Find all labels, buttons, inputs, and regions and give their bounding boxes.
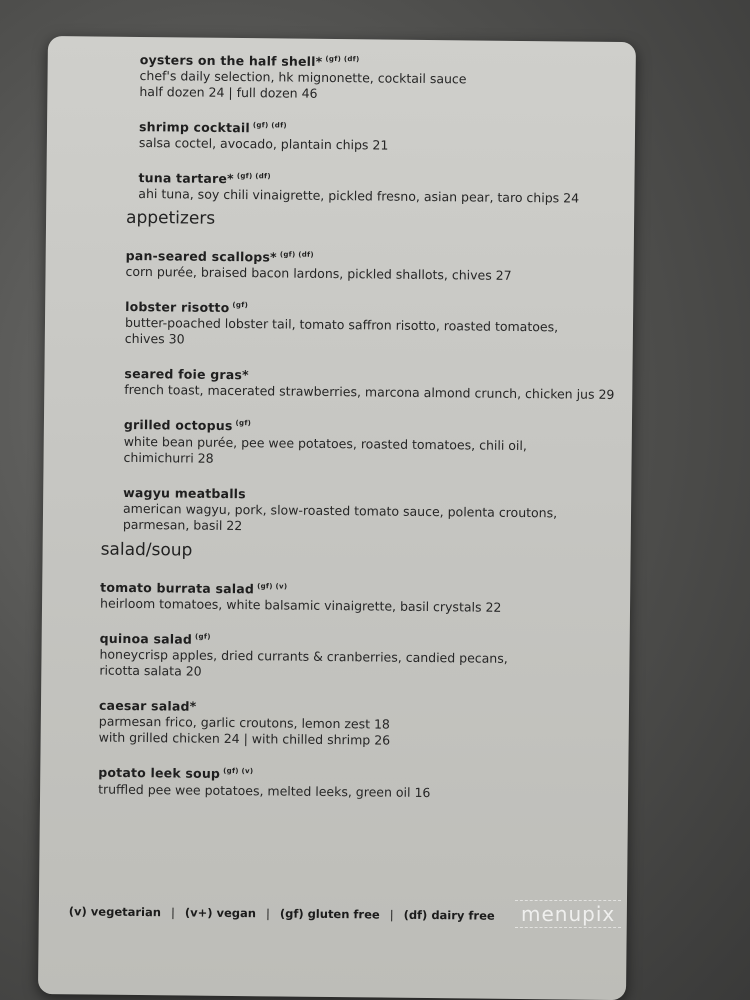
diet-legend — [69, 904, 495, 922]
item-description: white bean purée, pee wee potatoes, roasted tomatoes, chili oil, — [123, 433, 527, 453]
item-description: corn purée, braised bacon lardons, pickled shallots, chives 27 — [125, 263, 512, 284]
item-description: french toast, macerated strawberries, marcona almond crunch, chicken jus 29 — [124, 382, 615, 403]
item-description: chives 30 — [124, 331, 185, 347]
item-description: truffled pee wee potatoes, melted leeks, green oil 16 — [98, 781, 431, 800]
menu-item — [124, 363, 632, 403]
diet-tags: (gf) (v) — [223, 767, 254, 776]
item-description: parmesan, basil 22 — [122, 516, 243, 533]
menu-item — [125, 245, 633, 285]
item-name: pan-seared scallops* — [125, 247, 277, 265]
legend-dairy-free: (df) dairy free — [403, 907, 495, 923]
section-title-salad-soup: salad/soup — [100, 539, 193, 561]
item-name: lobster risotto — [125, 299, 230, 316]
item-name: tuna tartare* — [138, 170, 234, 187]
item-description: ricotta salata 20 — [99, 662, 202, 679]
menu-item — [99, 628, 630, 685]
item-description: chef's daily selection, hk mignonette, cocktail sauce — [139, 68, 467, 87]
legend-separator: | — [170, 905, 175, 920]
item-description: salsa coctel, avocado, plantain chips 21 — [138, 135, 389, 153]
diet-tags: (gf) (df) — [279, 250, 314, 259]
diet-tags: (gf) — [235, 419, 252, 428]
item-name: potato leek soup — [98, 765, 221, 782]
diet-tags: (gf) (df) — [236, 172, 271, 181]
item-name: grilled octopus — [123, 417, 233, 434]
menu-item — [98, 762, 628, 803]
menu-item — [138, 167, 634, 207]
item-description: parmesan frico, garlic croutons, lemon zest 18 — [98, 714, 391, 733]
item-price: half dozen 24 | full dozen 46 — [139, 84, 318, 101]
item-name: shrimp cocktail — [138, 119, 250, 136]
legend-gluten-free: (gf) gluten free — [279, 906, 380, 922]
diet-tags: (gf) — [232, 301, 249, 310]
item-description: honeycrisp apples, dried currants & cranberries, candied pecans, — [99, 646, 508, 667]
item-name: tomato burrata salad — [100, 579, 255, 597]
item-description: heirloom tomatoes, white balsamic vinaigrette, basil crystals 22 — [99, 595, 502, 615]
appetizers-section — [43, 206, 635, 554]
salad-soup-section — [40, 538, 631, 819]
item-name: wagyu meatballs — [123, 484, 246, 501]
diet-tags: (gf) (v) — [257, 582, 288, 591]
item-name: oysters on the half shell* — [139, 52, 323, 70]
legend-separator: | — [265, 906, 270, 921]
legend-vegetarian: (v) vegetarian — [68, 904, 162, 920]
item-description: chimichurri 28 — [123, 449, 214, 466]
item-description: butter-poached lobster tail, tomato saffron risotto, roasted tomatoes, — [124, 315, 559, 335]
item-name: seared foie gras* — [124, 366, 249, 383]
menu-item — [123, 481, 632, 537]
item-name: caesar salad* — [98, 698, 197, 715]
item-description: with grilled chicken 24 | with chilled shrimp 26 — [98, 730, 391, 749]
diet-tags: (gf) — [195, 632, 211, 641]
raw-bar-section — [46, 48, 636, 224]
menu-item — [139, 49, 636, 105]
legend-vegan: (v+) vegan — [184, 905, 257, 921]
item-name: quinoa salad — [99, 630, 193, 647]
section-title-appetizers: appetizers — [125, 207, 216, 229]
diet-tags: (gf) (df) — [252, 121, 287, 130]
item-description: ahi tuna, soy chili vinaigrette, pickled fresno, asian pear, taro chips 24 — [138, 186, 580, 207]
menu-card — [38, 36, 636, 1000]
item-description: american wagyu, pork, slow-roasted tomato sauce, polenta croutons, — [122, 500, 558, 521]
menu-item — [99, 695, 630, 752]
watermark-logo: menupix — [515, 900, 621, 928]
menu-item — [124, 414, 633, 470]
menu-item — [139, 116, 635, 156]
legend-separator: | — [389, 907, 394, 922]
menu-item — [100, 577, 630, 618]
diet-tags: (gf) (df) — [325, 54, 360, 64]
menu-item — [125, 296, 634, 352]
